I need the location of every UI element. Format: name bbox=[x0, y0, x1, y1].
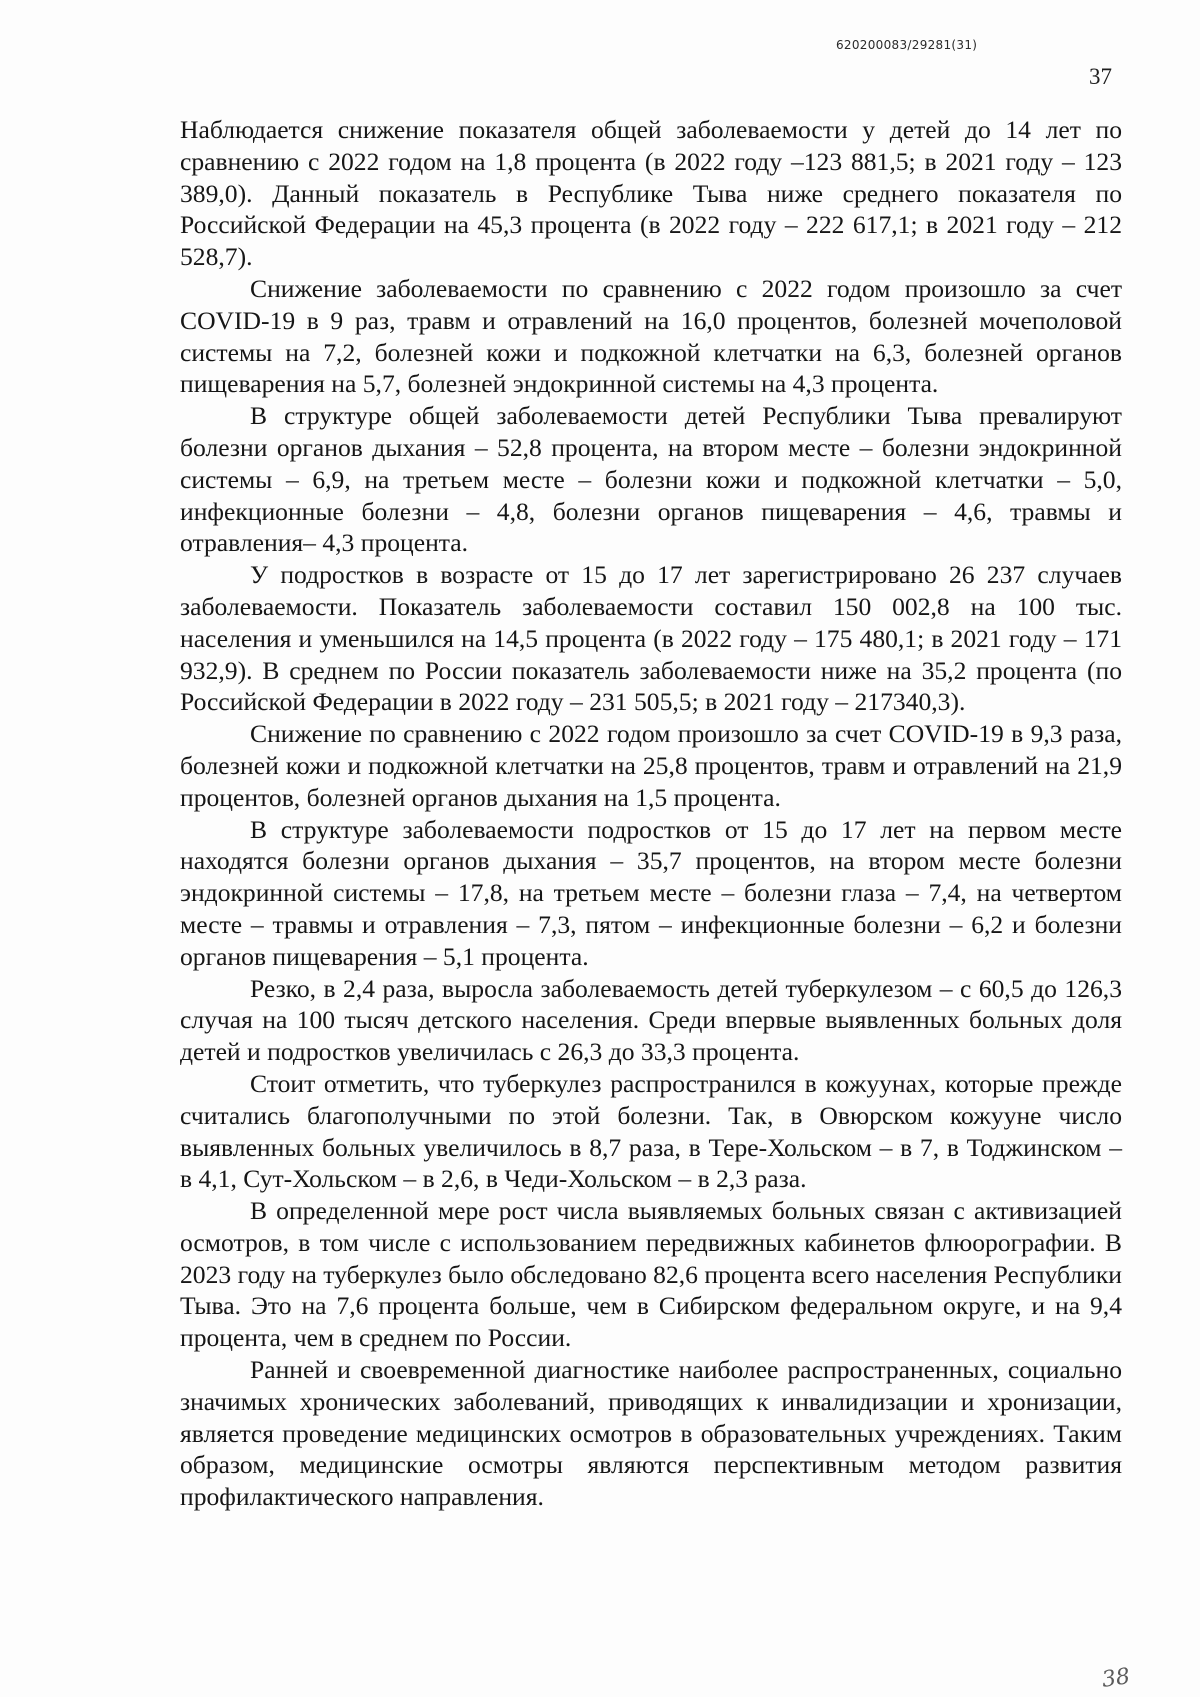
paragraph: В определенной мере рост числа выявляемых больных связан с активизацией осмотров, в том числе с использованием передвижных кабинетов флюорографии. В 2023 году на туберкулез было обследовано 82,6 процента всего населения Республики Тыва. Это на 7,6 процента больше, чем в Сибирском федеральном округе, и на 9,4 процента, чем в среднем по России. bbox=[180, 1196, 1122, 1353]
paragraph: Резко, в 2,4 раза, выросла заболеваемость детей туберкулезом – с 60,5 до 126,3 случая на 100 тысяч детского населения. Среди впервые выявленных больных доля детей и подростков увеличилась с 26,3 до 33,3 процента. bbox=[180, 973, 1122, 1067]
handwritten-page-number: 38 bbox=[1100, 1664, 1132, 1693]
document-body bbox=[180, 114, 1122, 1513]
paragraph: Снижение по сравнению с 2022 годом произошло за счет COVID-19 в 9,3 раза, болезней кожи и подкожной клетчатки на 25,8 процентов, травм и отравлений на 21,9 процентов, болезней органов дыхания на 1,5 процента. bbox=[180, 719, 1122, 812]
paragraph: Стоит отметить, что туберкулез распространился в кожуунах, которые прежде считались благополучными по этой болезни. Так, в Овюрском кожууне число выявленных больных увеличилось в 8,7 раза, в Тере-Хольском – в 7, в Тоджинском – в 4,1, Сут-Хольском – в 2,6, в Чеди-Хольском – в 2,3 раза. bbox=[180, 1068, 1122, 1194]
paragraph: Наблюдается снижение показателя общей заболеваемости у детей до 14 лет по сравнению с 2022 годом на 1,8 процента (в 2022 году –123 881,5; в 2021 году – 123 389,0). Данный показатель в Республике Тыва ниже среднего показателя по Российской Федерации на 45,3 процента (в 2022 году – 222 617,1; в 2021 году – 212 528,7). bbox=[180, 115, 1122, 272]
page-number: 37 bbox=[1089, 64, 1112, 89]
paragraph: В структуре заболеваемости подростков от 15 до 17 лет на первом месте находятся болезни органов дыхания – 35,7 процентов, на втором месте болезни эндокринной системы – 17,8, на третьем месте – болезни глаза – 7,4, на четвертом месте – травмы и отравления – 7,3, пятом – инфекционные болезни – 6,2 и болезни органов пищеварения – 5,1 процента. bbox=[180, 814, 1122, 971]
paragraph: У подростков в возрасте от 15 до 17 лет зарегистрировано 26 237 случаев заболеваемости. Показатель заболеваемости составил 150 002,8 на 100 тыс. населения и уменьшился на 14,5 процента (в 2022 году – 175 480,1; в 2021 году – 171 932,9). В среднем по России показатель заболеваемости ниже на 35,2 процента (по Российской Федерации в 2022 году – 231 505,5; в 2021 году – 217340,3). bbox=[180, 560, 1122, 717]
paragraph: В структуре общей заболеваемости детей Республики Тыва превалируют болезни органов дыхания – 52,8 процента, на втором месте – болезни эндокринной системы – 6,9, на третьем месте – болезни кожи и подкожной клетчатки – 5,0, инфекционные болезни – 4,8, болезни органов пищеварения – 4,6, травмы и отравления– 4,3 процента. bbox=[180, 401, 1122, 558]
paragraph: Снижение заболеваемости по сравнению с 2022 годом произошло за счет COVID-19 в 9 раз, травм и отравлений на 16,0 процентов, болезней мочеполовой системы на 7,2, болезней кожи и подкожной клетчатки на 6,3, болезней органов пищеварения на 5,7, болезней эндокринной системы на 4,3 процента. bbox=[180, 273, 1122, 399]
document-id: 620200083/29281(31) bbox=[836, 38, 978, 52]
paragraph: Ранней и своевременной диагностике наиболее распространенных, социально значимых хронических заболеваний, приводящих к инвалидизации и хронизации, является проведение медицинских осмотров в образовательных учреждениях. Таким образом, медицинские осмотры являются перспективным методом развития профилактического направления. bbox=[180, 1355, 1122, 1512]
